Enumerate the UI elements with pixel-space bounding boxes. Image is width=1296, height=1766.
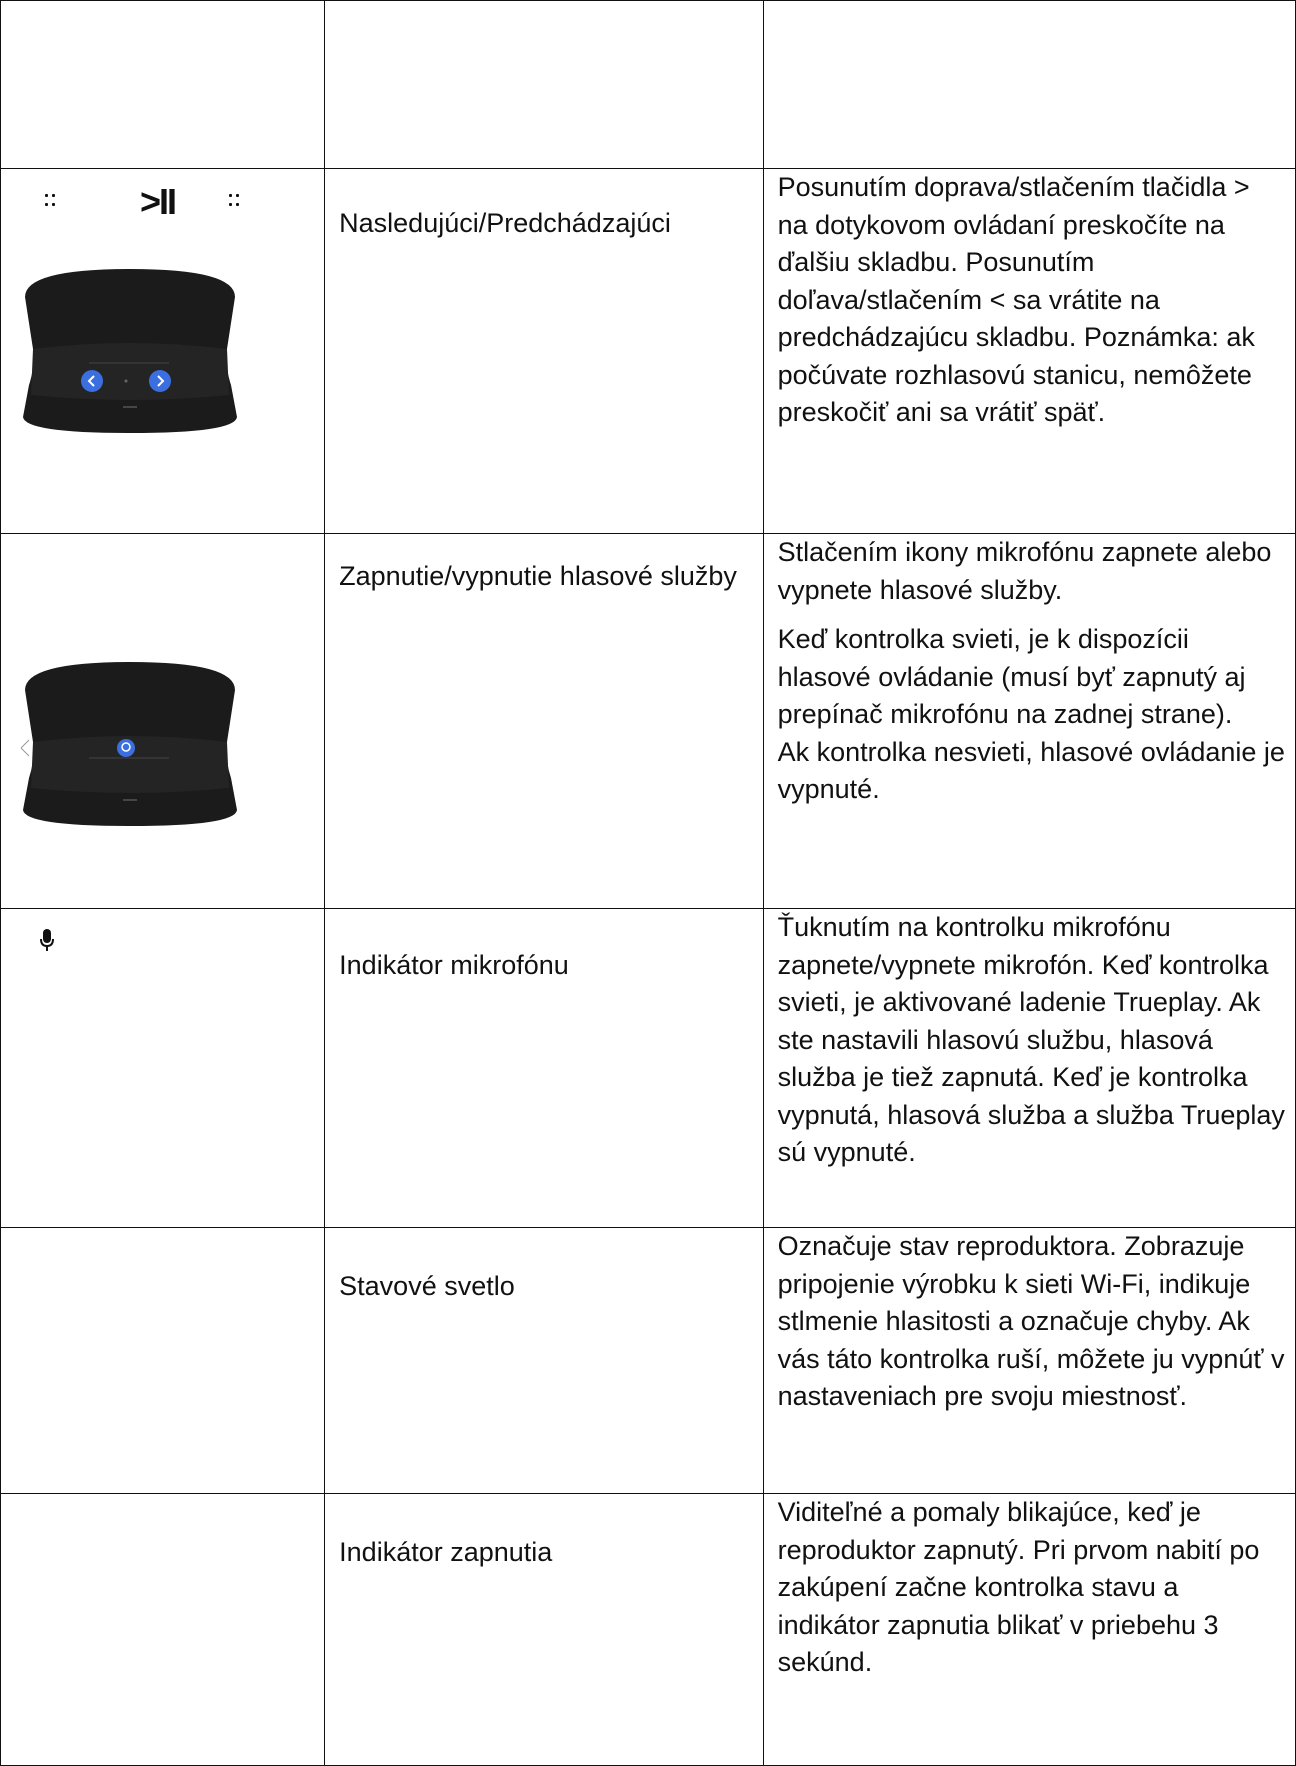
name-cell: [325, 169, 763, 534]
control-name: Zapnutie/vypnutie hlasové služby: [339, 561, 737, 591]
play-pause-icon: >II: [140, 181, 176, 222]
control-name: Nasledujúci/Predchádzajúci: [339, 208, 671, 238]
table-row-status: [1, 1228, 1296, 1494]
image-cell: [1, 1, 325, 169]
control-description: Označuje stav reproduktora. Zobrazuje pripojenie výrobku k sieti Wi-Fi, indikuje stlmenie hlasitosti a označuje chyby. Ak vás táto kontrolka ruší, môžete ju vypnúť v nastaveniach pre svoju miestnosť.: [777, 1231, 1285, 1411]
control-description: Keď kontrolka svieti, je k dispozícii hlasové ovládanie (musí byť zapnutý aj prepínač mikrofónu na zadnej strane).: [777, 624, 1246, 729]
control-name: Stavové svetlo: [339, 1271, 515, 1301]
control-description: Ak kontrolka nesvieti, hlasové ovládanie je vypnuté.: [777, 736, 1285, 804]
description-cell: [763, 1228, 1295, 1494]
name-cell: [325, 534, 763, 909]
control-description: Viditeľné a pomaly blikajúce, keď je reproduktor zapnutý. Pri prvom nabití po zakúpení začne kontrolka stavu a indikátor zapnutia blikať v priebehu 3 sekúnd.: [777, 1497, 1260, 1677]
description-cell: [763, 1494, 1295, 1766]
description-cell: [763, 534, 1295, 909]
control-name: Indikátor mikrofónu: [339, 950, 569, 980]
image-cell: [1, 169, 325, 534]
image-cell: [1, 909, 325, 1228]
dots-icon: [45, 194, 55, 206]
table-row-voice: [1, 534, 1296, 909]
description-cell: [763, 909, 1295, 1228]
name-cell: [325, 1228, 763, 1494]
microphone-icon: [40, 929, 54, 951]
image-cell: [1, 1228, 325, 1494]
speaker-image: [19, 660, 241, 828]
table-row-empty: [1, 1, 1296, 169]
description-cell: [763, 169, 1295, 534]
table-row-next-prev: [1, 169, 1296, 534]
control-name: Indikátor zapnutia: [339, 1537, 553, 1567]
image-cell: [1, 1494, 325, 1766]
table-row-power: [1, 1494, 1296, 1766]
name-cell: [325, 909, 763, 1228]
table-row-mic: [1, 909, 1296, 1228]
description-cell: [763, 1, 1295, 169]
control-description: Ťuknutím na kontrolku mikrofónu zapnete/vypnete mikrofón. Keď kontrolka svieti, je aktivované ladenie Trueplay. Ak ste nastavili hlasovú službu, hlasová služba je tiež zapnutá. Keď je kontrolka vypnutá, hlasová služba a služba Trueplay sú vypnuté.: [777, 912, 1285, 1167]
speaker-image: [19, 267, 241, 435]
control-description: Stlačením ikony mikrofónu zapnete alebo vypnete hlasové služby.: [777, 537, 1272, 605]
name-cell: [325, 1494, 763, 1766]
image-cell: [1, 534, 325, 909]
dots-icon: [229, 194, 239, 206]
control-description: Posunutím doprava/stlačením tlačidla > na dotykovom ovládaní preskočíte na ďalšiu skladbu. Posunutím doľava/stlačením < sa vrátite na predchádzajúcu skladbu. Poznámka: ak počúvate rozhlasovú stanicu, nemôžete preskočiť ani sa vrátiť späť.: [777, 172, 1255, 427]
name-cell: [325, 1, 763, 169]
